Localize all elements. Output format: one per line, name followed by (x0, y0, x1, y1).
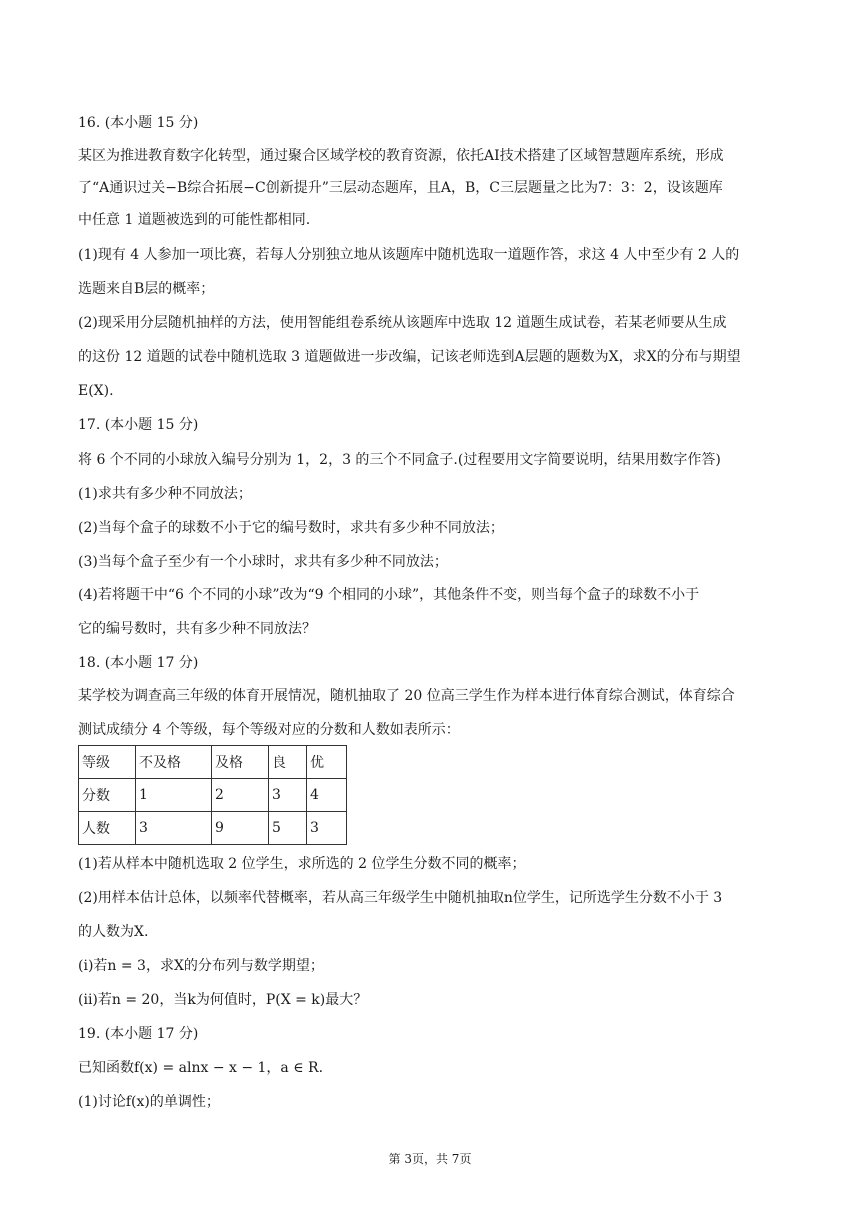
question-17-part-2: (2)当每个盒子的球数不小于它的编号数时，求共有多少种不同放法； (78, 520, 504, 536)
question-18-text: 某学校为调查高三年级的体育开展情况，随机抽取了 20 位高三学生作为样本进行体育综合测试，体育综合 (78, 688, 735, 704)
question-18-part-1: (1)若从样本中随机选取 2 位学生，求所选的 2 位学生分数不同的概率； (78, 856, 526, 872)
question-16-part-2: E(X). (78, 383, 114, 399)
question-18-part-2: (2)用样本估计总体，以频率代替概率，若从高三年级学生中随机抽取n位学生，记所选学生分数不小于 3 (78, 890, 723, 906)
question-19-text: 已知函数f(x) = alnx − x − 1，a ∈ R. (78, 1060, 324, 1076)
table-cell: 及格 (212, 746, 269, 779)
question-19-part-1: (1)讨论f(x)的单调性； (78, 1094, 220, 1110)
question-17-text: 将 6 个不同的小球放入编号分别为 1，2，3 的三个不同盒子.(过程要用文字简要说明，结果用数字作答) (78, 452, 721, 468)
question-18-part-2: 的人数为X. (78, 924, 149, 940)
grade-table (78, 745, 347, 845)
table-cell: 3 (269, 779, 307, 812)
question-16-part-2: 的这份 12 道题的试卷中随机选取 3 道题做进一步改编，记该老师选到A层题的题数为X，求X的分布与期望 (78, 349, 741, 365)
question-17-part-4: 它的编号数时，共有多少种不同放法？ (78, 621, 316, 637)
table-cell: 不及格 (136, 746, 212, 779)
question-16-part-1: 选题来自B层的概率； (78, 281, 215, 297)
question-18-header: 18. (本小题 17 分) (78, 655, 199, 671)
table-cell: 优 (307, 746, 347, 779)
table-cell: 9 (212, 812, 269, 845)
table-cell: 4 (307, 779, 347, 812)
question-18-part-2-i: (i)若n = 3，求X的分布列与数学期望； (78, 958, 324, 974)
question-16-text: 某区为推进教育数字化转型，通过聚合区域学校的教育资源，依托AI技术搭建了区域智慧题库系统，形成 (78, 148, 724, 164)
table-row (79, 812, 347, 845)
question-16-text: 中任意 1 道题被选到的可能性都相同. (78, 212, 311, 228)
page-number: 第 3页，共 7页 (388, 1152, 472, 1166)
table-cell: 分数 (79, 779, 136, 812)
table-cell: 良 (269, 746, 307, 779)
table-row (79, 779, 347, 812)
question-18-part-2-ii: (ii)若n = 20，当k为何值时，P(X = k)最大？ (78, 992, 368, 1008)
table-cell: 3 (307, 812, 347, 845)
question-17-part-1: (1)求共有多少种不同放法； (78, 486, 252, 502)
table-cell: 5 (269, 812, 307, 845)
question-16-text: 了“A通识过关−B综合拓展−C创新提升”三层动态题库，且A，B，C三层题量之比为7：3：2，设该题库 (78, 180, 723, 196)
table-cell: 等级 (79, 746, 136, 779)
question-16-part-1: (1)现有 4 人参加一项比赛，若每人分别独立地从该题库中随机选取一道题作答，求这 4 人中至少有 2 人的 (78, 247, 740, 263)
question-17-part-3: (3)当每个盒子至少有一个小球时，求共有多少种不同放法； (78, 554, 448, 570)
table-cell: 1 (136, 779, 212, 812)
table-cell: 3 (136, 812, 212, 845)
question-18-text: 测试成绩分 4 个等级，每个等级对应的分数和人数如表所示： (78, 722, 460, 738)
question-17-header: 17. (本小题 15 分) (78, 417, 199, 433)
question-16-header: 16. (本小题 15 分) (78, 115, 199, 131)
question-16-part-2: (2)现采用分层随机抽样的方法，使用智能组卷系统从该题库中选取 12 道题生成试卷，若某老师要从生成 (78, 315, 727, 331)
table-cell: 人数 (79, 812, 136, 845)
question-17-part-4: (4)若将题干中“6 个不同的小球”改为“9 个相同的小球”，其他条件不变，则当每个盒子的球数不小于 (78, 587, 700, 603)
table-cell: 2 (212, 779, 269, 812)
question-19-header: 19. (本小题 17 分) (78, 1026, 199, 1042)
table-row (79, 746, 347, 779)
